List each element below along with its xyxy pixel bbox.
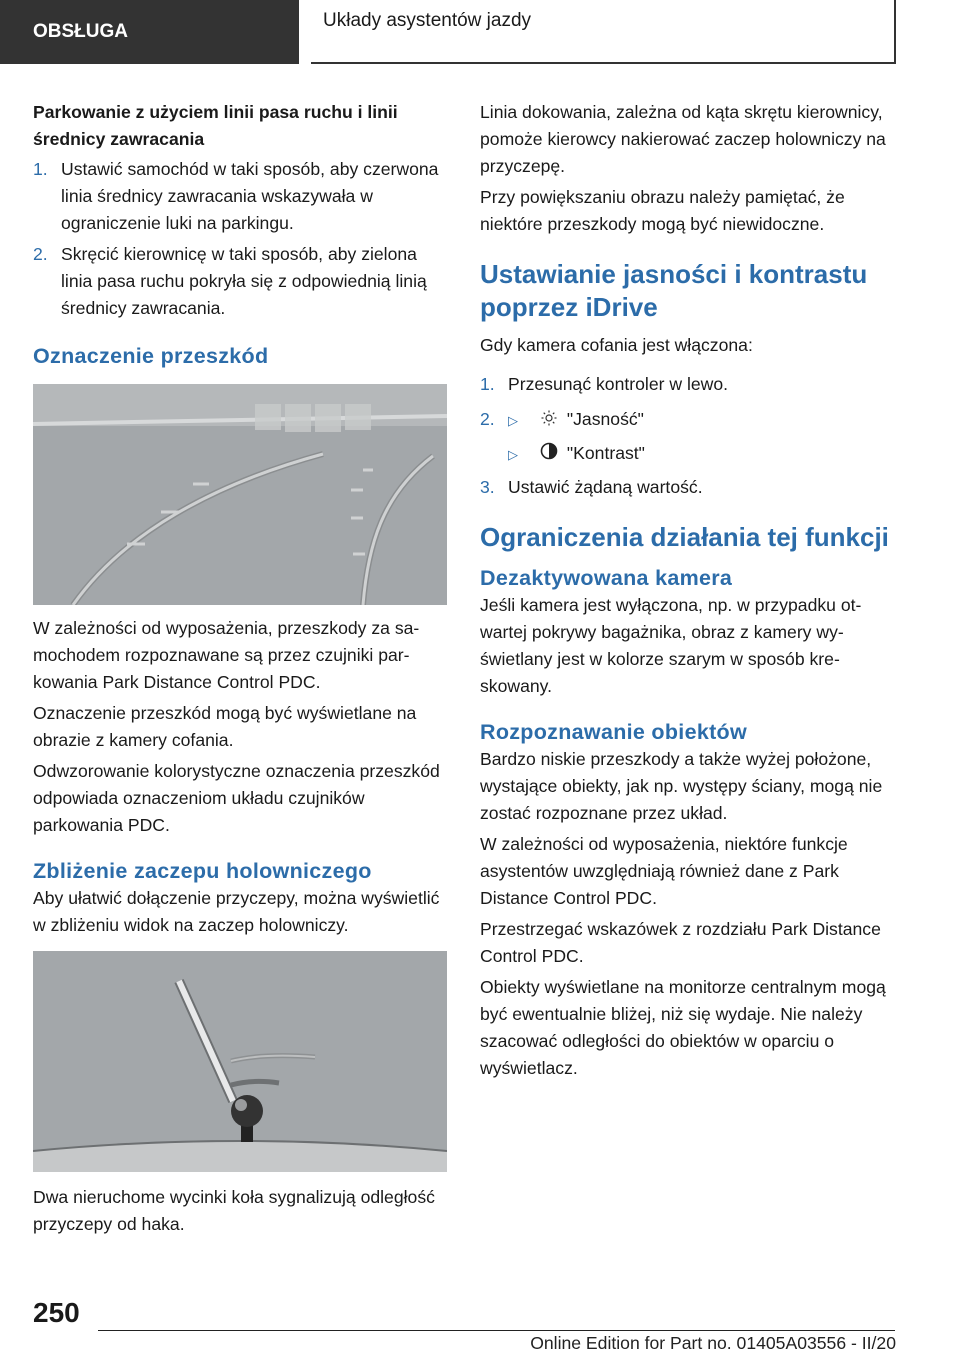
- list-item: [480, 474, 896, 501]
- brightness-steps: [480, 371, 896, 501]
- zoom-paragraph: Przy powiększaniu obrazu należy pamiętać, że niektóre przeszkody mogą być niewidoczne.: [480, 187, 845, 234]
- brightness-intro: Gdy kamera cofania jest włączona:: [480, 335, 753, 355]
- obstacles-paragraph-1: W zależności od wyposażenia, przeszkody za samochodem rozpoznawane są przez czujniki parkowania Park Distance Control PDC.: [33, 618, 420, 692]
- sub-item-brightness: [508, 406, 896, 434]
- section-tab: OBSŁUGA: [0, 0, 299, 64]
- hitch-illustration: [33, 951, 447, 1172]
- docking-paragraph: Linia dokowania, zależna od kąta skrętu kierownicy, pomoże kierowcy nakierować zaczep holowniczy na przyczepę.: [480, 102, 886, 176]
- footer-divider: [98, 1330, 895, 1331]
- brightness-icon: [536, 407, 562, 434]
- obstacle-illustration: [33, 384, 447, 605]
- contrast-icon: [536, 441, 562, 468]
- obstacles-paragraph-2: Oznaczenie przeszkód mogą być wyświetlane na obrazie z kamery cofania.: [33, 703, 417, 750]
- list-item: [33, 241, 449, 322]
- detection-paragraph-3: Przestrzegać wskazówek z rozdziału Park Distance Control PDC.: [480, 919, 881, 966]
- list-item: [480, 406, 896, 468]
- hitch-paragraph: Aby ułatwić dołączenie przyczepy, można wyświetlić w zbliżeniu widok na zaczep holowniczy.: [33, 888, 440, 935]
- list-item: [480, 371, 896, 398]
- heading-deactivated: Dezaktywowana kamera: [480, 566, 733, 590]
- brightness-label: "Jasność": [566, 409, 644, 429]
- page-number: 250: [33, 1297, 80, 1328]
- heading-hitch: Zbliżenie zaczepu holowniczego: [33, 859, 372, 883]
- step-number: 2.: [480, 409, 495, 429]
- contrast-label: "Kontrast": [566, 443, 645, 463]
- detection-paragraph-4: Obiekty wyświetlane na monitorze centralnym mogą być ewentualnie bliżej, niż się wydaje. Nie należy szacować odległości do obiektów w oparciu o wyświetlacz.: [480, 977, 886, 1078]
- step-number: 1.: [480, 374, 495, 394]
- deactivated-paragraph: Jeśli kamera jest wyłączona, np. w przypadku otwartej pokrywy bagażnika, obraz z kamery wyświetlany jest w kolorze szarym w sposób kreskowany.: [480, 595, 862, 696]
- left-column: [33, 99, 449, 1242]
- arrow-right-icon: ▷: [508, 413, 518, 428]
- step-number: 3.: [480, 477, 495, 497]
- heading-brightness: Ustawianie jasności i kontrastu poprzez iDrive: [480, 259, 868, 322]
- heading-detection: Rozpoznawanie obiektów: [480, 720, 748, 744]
- detection-paragraph-2: W zależności od wyposażenia, niektóre funkcje asystentów uwzględniają również dane z Park Distance Control PDC.: [480, 834, 848, 908]
- list-item: [33, 156, 449, 237]
- parking-steps: [33, 156, 449, 322]
- step-text: Ustawić samochód w taki sposób, aby czerwona linia średnicy zawracania wskazywała w ograniczenie luki na parkingu.: [61, 159, 439, 233]
- edition-note: Online Edition for Part no. 01405A03556 - II/20: [530, 1333, 896, 1353]
- step-number: 1.: [33, 159, 48, 179]
- step-number: 2.: [33, 244, 48, 264]
- arrow-right-icon: ▷: [508, 447, 518, 462]
- sub-item-contrast: [508, 440, 896, 468]
- right-column: [480, 99, 896, 1086]
- chapter-title: [311, 0, 896, 64]
- step-text: Przesunąć kontroler w lewo.: [508, 374, 729, 394]
- heading-obstacles: Oznaczenie przeszkód: [33, 344, 269, 368]
- chapter-title-text: Układy asystentów jazdy: [323, 10, 532, 31]
- detection-paragraph-1: Bardzo niskie przeszkody a także wyżej położone, wystające obiekty, jak np. występy ściany, mogą nie zostać rozpoznane przez układ.: [480, 749, 883, 823]
- step-text: Ustawić żądaną wartość.: [508, 477, 703, 497]
- step-text: Skręcić kierownicę w taki sposób, aby zielona linia pasa ruchu pokryła się z odpowiednią linią średnicy zawracania.: [61, 244, 427, 318]
- heading-parking: Parkowanie z użyciem linii pasa ruchu i linii średnicy zawracania: [33, 102, 398, 149]
- hitch-caption: Dwa nieruchome wycinki koła sygnalizują odległość przyczepy od haka.: [33, 1187, 435, 1234]
- obstacles-paragraph-3: Odwzorowanie kolorystyczne oznaczenia przeszkód odpowiada oznaczeniom układu czujników parkowania PDC.: [33, 761, 440, 835]
- obstacle-marking-image: [33, 384, 447, 605]
- hitch-zoom-image: [33, 951, 447, 1172]
- heading-limits: Ograniczenia działania tej funkcji: [480, 522, 889, 552]
